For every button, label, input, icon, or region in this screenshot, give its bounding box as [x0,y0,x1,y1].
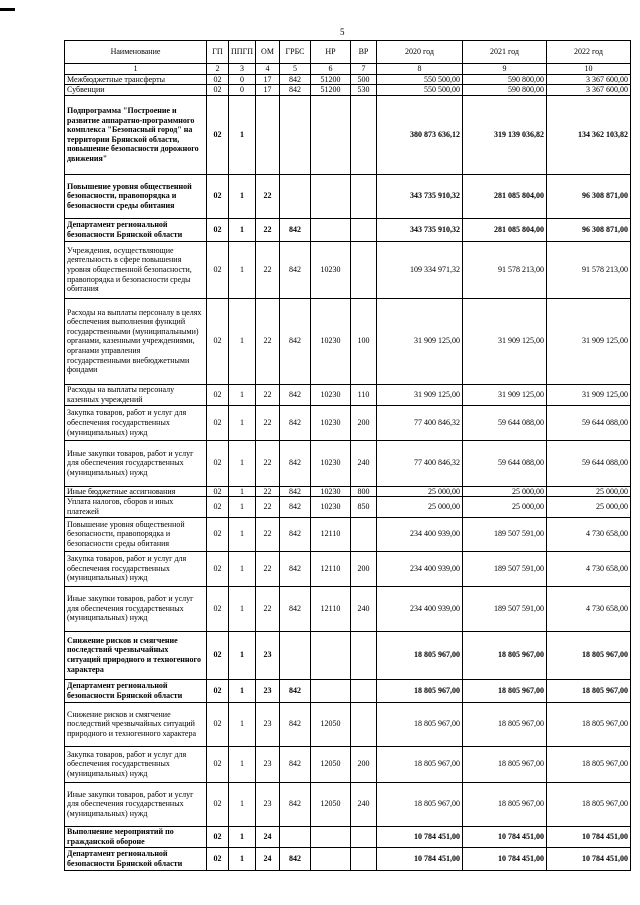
header-om: ОМ [256,41,280,64]
cell-om: 23 [256,702,280,746]
cell-amount-2022: 10 784 451,00 [547,826,631,847]
cell-name: Снижение рисков и смягчение последствий чрезвычайных ситуаций природного и техногенного характера [65,631,207,679]
table-row [65,174,631,218]
cell-amount-2021: 189 507 591,00 [463,586,547,631]
cell-gp: 02 [207,384,229,405]
cell-vr [351,826,377,847]
cell-ppgp: 0 [229,85,256,96]
cell-grbs: 842 [280,85,311,96]
cell-om: 23 [256,782,280,826]
column-index: 6 [311,64,351,75]
cell-vr: 530 [351,85,377,96]
table-row [65,631,631,679]
cell-amount-2021: 59 644 088,00 [463,440,547,486]
cell-grbs: 842 [280,497,311,517]
header-2022: 2022 год [547,41,631,64]
cell-amount-2020: 234 400 939,00 [377,551,463,586]
cell-om: 22 [256,405,280,440]
cell-name: Иные закупки товаров, работ и услуг для обеспечения государственных (муниципальных) нужд [65,586,207,631]
cell-nr [311,218,351,241]
cell-grbs: 842 [280,517,311,551]
cell-name: Учреждения, осуществляющие деятельность в сфере повышения уровня общественной безопасности, правопорядка и безопасности среды обитания [65,241,207,298]
cell-vr: 240 [351,586,377,631]
cell-vr: 240 [351,782,377,826]
cell-amount-2022: 10 784 451,00 [547,847,631,870]
cell-name: Иные бюджетные ассигнования [65,486,207,497]
cell-amount-2022: 4 730 658,00 [547,551,631,586]
cell-gp: 02 [207,551,229,586]
cell-amount-2021: 189 507 591,00 [463,551,547,586]
cell-vr [351,631,377,679]
cell-gp: 02 [207,586,229,631]
cell-grbs: 842 [280,74,311,85]
cell-vr: 850 [351,497,377,517]
cell-om: 22 [256,517,280,551]
cell-amount-2021: 18 805 967,00 [463,702,547,746]
cell-om: 22 [256,298,280,384]
cell-amount-2022: 3 367 600,00 [547,85,631,96]
table-row [65,298,631,384]
cell-grbs [280,174,311,218]
cell-nr: 10230 [311,241,351,298]
header-grbs: ГРБС [280,41,311,64]
cell-grbs: 842 [280,218,311,241]
cell-grbs [280,631,311,679]
cell-grbs [280,826,311,847]
cell-amount-2022: 31 909 125,00 [547,298,631,384]
cell-gp: 02 [207,440,229,486]
cell-ppgp: 1 [229,782,256,826]
page-number: 5 [340,27,345,37]
cell-nr [311,679,351,702]
cell-amount-2021: 25 000,00 [463,486,547,497]
cell-gp: 02 [207,85,229,96]
cell-amount-2021: 31 909 125,00 [463,298,547,384]
cell-nr [311,847,351,870]
cell-ppgp: 1 [229,486,256,497]
cell-amount-2020: 109 334 971,32 [377,241,463,298]
cell-om: 24 [256,826,280,847]
cell-gp: 02 [207,746,229,782]
cell-grbs: 842 [280,298,311,384]
table-row [65,95,631,174]
cell-amount-2021: 31 909 125,00 [463,384,547,405]
cell-nr: 51200 [311,74,351,85]
cell-amount-2020: 10 784 451,00 [377,847,463,870]
cell-om: 22 [256,218,280,241]
cell-grbs: 842 [280,847,311,870]
cell-grbs: 842 [280,679,311,702]
cell-grbs: 842 [280,405,311,440]
cell-grbs: 842 [280,746,311,782]
table-row [65,679,631,702]
cell-nr: 12050 [311,702,351,746]
cell-name: Иные закупки товаров, работ и услуг для обеспечения государственных (муниципальных) нужд [65,782,207,826]
header-ppgp: ППГП [229,41,256,64]
cell-gp: 02 [207,517,229,551]
cell-ppgp: 1 [229,847,256,870]
cell-ppgp: 1 [229,679,256,702]
column-index: 7 [351,64,377,75]
cell-nr: 12110 [311,517,351,551]
cell-grbs: 842 [280,782,311,826]
cell-name: Департамент региональной безопасности Брянской области [65,218,207,241]
cell-nr: 10230 [311,486,351,497]
cell-amount-2022: 4 730 658,00 [547,517,631,551]
cell-grbs: 842 [280,551,311,586]
cell-nr [311,174,351,218]
cell-amount-2020: 25 000,00 [377,497,463,517]
table-row [65,746,631,782]
cell-vr [351,218,377,241]
cell-nr [311,631,351,679]
cell-gp: 02 [207,174,229,218]
cell-amount-2022: 25 000,00 [547,497,631,517]
cell-om: 24 [256,847,280,870]
cell-name: Закупка товаров, работ и услуг для обеспечения государственных (муниципальных) нужд [65,746,207,782]
cell-vr: 240 [351,440,377,486]
header-row [65,41,631,64]
cell-grbs: 842 [280,384,311,405]
cell-ppgp: 1 [229,174,256,218]
cell-grbs: 842 [280,702,311,746]
cell-ppgp: 1 [229,384,256,405]
cell-ppgp: 1 [229,440,256,486]
cell-nr: 10230 [311,298,351,384]
table-row [65,218,631,241]
cell-amount-2022: 96 308 871,00 [547,218,631,241]
cell-amount-2021: 18 805 967,00 [463,679,547,702]
cell-nr: 12110 [311,551,351,586]
cell-amount-2021: 590 800,00 [463,85,547,96]
cell-vr [351,95,377,174]
cell-gp: 02 [207,486,229,497]
column-index: 9 [463,64,547,75]
table-row [65,241,631,298]
cell-ppgp: 1 [229,551,256,586]
cell-amount-2022: 134 362 103,82 [547,95,631,174]
cell-grbs: 842 [280,486,311,497]
cell-om: 23 [256,679,280,702]
cell-amount-2022: 18 805 967,00 [547,746,631,782]
cell-vr [351,702,377,746]
cell-vr [351,679,377,702]
cell-om: 22 [256,241,280,298]
cell-amount-2022: 18 805 967,00 [547,631,631,679]
cell-name: Снижение рисков и смягчение последствий чрезвычайных ситуаций природного и техногенного характера [65,702,207,746]
cell-amount-2022: 91 578 213,00 [547,241,631,298]
cell-amount-2020: 31 909 125,00 [377,298,463,384]
cell-om: 22 [256,551,280,586]
cell-gp: 02 [207,405,229,440]
budget-table-body [65,74,631,870]
header-gp: ГП [207,41,229,64]
cell-gp: 02 [207,679,229,702]
cell-ppgp: 1 [229,405,256,440]
cell-ppgp: 1 [229,218,256,241]
cell-name: Расходы на выплаты персоналу казенных учреждений [65,384,207,405]
cell-name: Субвенции [65,85,207,96]
cell-om [256,95,280,174]
cell-ppgp: 1 [229,702,256,746]
cell-nr: 10230 [311,497,351,517]
cell-amount-2022: 96 308 871,00 [547,174,631,218]
column-index: 3 [229,64,256,75]
cell-amount-2021: 10 784 451,00 [463,847,547,870]
cell-vr: 500 [351,74,377,85]
cell-amount-2021: 319 139 036,82 [463,95,547,174]
cell-ppgp: 0 [229,74,256,85]
cell-vr: 100 [351,298,377,384]
header-2020: 2020 год [377,41,463,64]
cell-ppgp: 1 [229,826,256,847]
cell-gp: 02 [207,241,229,298]
table-row [65,486,631,497]
cell-nr: 51200 [311,85,351,96]
cell-name: Повышение уровня общественной безопасности, правопорядка и безопасности среды обитания [65,517,207,551]
table-row [65,551,631,586]
table-row [65,517,631,551]
cell-vr: 200 [351,551,377,586]
cell-gp: 02 [207,826,229,847]
cell-grbs: 842 [280,241,311,298]
cell-om: 22 [256,440,280,486]
cell-nr [311,826,351,847]
cell-ppgp: 1 [229,631,256,679]
table-row [65,74,631,85]
cell-om: 23 [256,631,280,679]
cell-name: Подпрограмма "Построение и развитие аппаратно-программного комплекса "Безопасный город" на территории Брянской области, повышение безопасности дорожного движения" [65,95,207,174]
column-index: 8 [377,64,463,75]
cell-amount-2021: 18 805 967,00 [463,631,547,679]
cell-amount-2020: 31 909 125,00 [377,384,463,405]
cell-ppgp: 1 [229,95,256,174]
header-2021: 2021 год [463,41,547,64]
cell-gp: 02 [207,95,229,174]
cell-amount-2021: 281 085 804,00 [463,218,547,241]
cell-gp: 02 [207,782,229,826]
cell-gp: 02 [207,497,229,517]
cell-gp: 02 [207,631,229,679]
table-row [65,702,631,746]
cell-vr: 200 [351,746,377,782]
header-nr: НР [311,41,351,64]
cell-om: 17 [256,85,280,96]
cell-nr: 12110 [311,586,351,631]
cell-name: Закупка товаров, работ и услуг для обеспечения государственных (муниципальных) нужд [65,551,207,586]
cell-vr [351,241,377,298]
cell-amount-2020: 77 400 846,32 [377,440,463,486]
cell-name: Повышение уровня общественной безопасности, правопорядка и безопасности среды обитания [65,174,207,218]
table-row [65,85,631,96]
cell-amount-2020: 550 500,00 [377,74,463,85]
cell-name: Закупка товаров, работ и услуг для обеспечения государственных (муниципальных) нужд [65,405,207,440]
table-row [65,586,631,631]
cell-amount-2022: 59 644 088,00 [547,440,631,486]
cell-name: Расходы на выплаты персоналу в целях обеспечения выполнения функций государственными (муниципальными) органами, казенными учреждениями, органами управления государственными внебюджетными фондами [65,298,207,384]
cell-grbs [280,95,311,174]
cell-ppgp: 1 [229,497,256,517]
header-vr: ВР [351,41,377,64]
column-index: 5 [280,64,311,75]
cell-amount-2020: 18 805 967,00 [377,631,463,679]
cell-nr: 10230 [311,405,351,440]
cell-amount-2020: 234 400 939,00 [377,517,463,551]
cell-vr [351,174,377,218]
cell-om: 22 [256,497,280,517]
cell-amount-2020: 380 873 636,12 [377,95,463,174]
cell-gp: 02 [207,218,229,241]
cell-amount-2022: 18 805 967,00 [547,679,631,702]
cell-amount-2021: 91 578 213,00 [463,241,547,298]
cell-name: Департамент региональной безопасности Брянской области [65,679,207,702]
cell-amount-2022: 25 000,00 [547,486,631,497]
cell-om: 17 [256,74,280,85]
cell-name: Межбюджетные трансферты [65,74,207,85]
cell-gp: 02 [207,702,229,746]
table-row [65,782,631,826]
cell-amount-2020: 25 000,00 [377,486,463,497]
table-row [65,826,631,847]
cell-vr [351,847,377,870]
table-row [65,847,631,870]
cell-vr [351,517,377,551]
cell-amount-2020: 10 784 451,00 [377,826,463,847]
column-index: 10 [547,64,631,75]
cell-om: 22 [256,586,280,631]
table-row [65,405,631,440]
cell-gp: 02 [207,74,229,85]
table-row [65,384,631,405]
cell-amount-2022: 18 805 967,00 [547,782,631,826]
cell-amount-2020: 550 500,00 [377,85,463,96]
cell-nr: 10230 [311,384,351,405]
cell-om: 22 [256,384,280,405]
cell-amount-2020: 18 805 967,00 [377,702,463,746]
table-row [65,440,631,486]
cell-name: Иные закупки товаров, работ и услуг для обеспечения государственных (муниципальных) нужд [65,440,207,486]
cell-amount-2020: 343 735 910,32 [377,218,463,241]
cell-ppgp: 1 [229,586,256,631]
cell-amount-2022: 4 730 658,00 [547,586,631,631]
cell-nr: 10230 [311,440,351,486]
cell-gp: 02 [207,298,229,384]
cell-vr: 110 [351,384,377,405]
cell-vr: 200 [351,405,377,440]
cell-ppgp: 1 [229,241,256,298]
cell-nr [311,95,351,174]
cell-amount-2020: 18 805 967,00 [377,782,463,826]
cell-grbs: 842 [280,440,311,486]
cell-om: 22 [256,486,280,497]
cell-om: 22 [256,174,280,218]
column-index: 1 [65,64,207,75]
cell-amount-2022: 3 367 600,00 [547,74,631,85]
column-index: 4 [256,64,280,75]
cell-amount-2020: 234 400 939,00 [377,586,463,631]
cell-ppgp: 1 [229,298,256,384]
cell-amount-2020: 343 735 910,32 [377,174,463,218]
cell-amount-2021: 10 784 451,00 [463,826,547,847]
budget-table [64,40,631,871]
cell-amount-2021: 18 805 967,00 [463,746,547,782]
cell-amount-2021: 25 000,00 [463,497,547,517]
cell-amount-2020: 18 805 967,00 [377,679,463,702]
cell-name: Департамент региональной безопасности Брянской области [65,847,207,870]
cell-om: 23 [256,746,280,782]
cell-nr: 12050 [311,746,351,782]
cell-amount-2021: 189 507 591,00 [463,517,547,551]
cell-nr: 12050 [311,782,351,826]
cell-grbs: 842 [280,586,311,631]
header-name: Наименование [65,41,207,64]
cell-ppgp: 1 [229,517,256,551]
corner-mark [0,8,15,11]
cell-name: Выполнение мероприятий по гражданской обороне [65,826,207,847]
cell-amount-2022: 59 644 088,00 [547,405,631,440]
cell-amount-2021: 18 805 967,00 [463,782,547,826]
cell-amount-2021: 281 085 804,00 [463,174,547,218]
column-index-row [65,64,631,75]
cell-gp: 02 [207,847,229,870]
cell-amount-2020: 77 400 846,32 [377,405,463,440]
table-row [65,497,631,517]
cell-amount-2021: 59 644 088,00 [463,405,547,440]
cell-amount-2022: 31 909 125,00 [547,384,631,405]
cell-vr: 800 [351,486,377,497]
cell-ppgp: 1 [229,746,256,782]
column-index: 2 [207,64,229,75]
cell-name: Уплата налогов, сборов и иных платежей [65,497,207,517]
cell-amount-2021: 590 800,00 [463,74,547,85]
cell-amount-2022: 18 805 967,00 [547,702,631,746]
cell-amount-2020: 18 805 967,00 [377,746,463,782]
